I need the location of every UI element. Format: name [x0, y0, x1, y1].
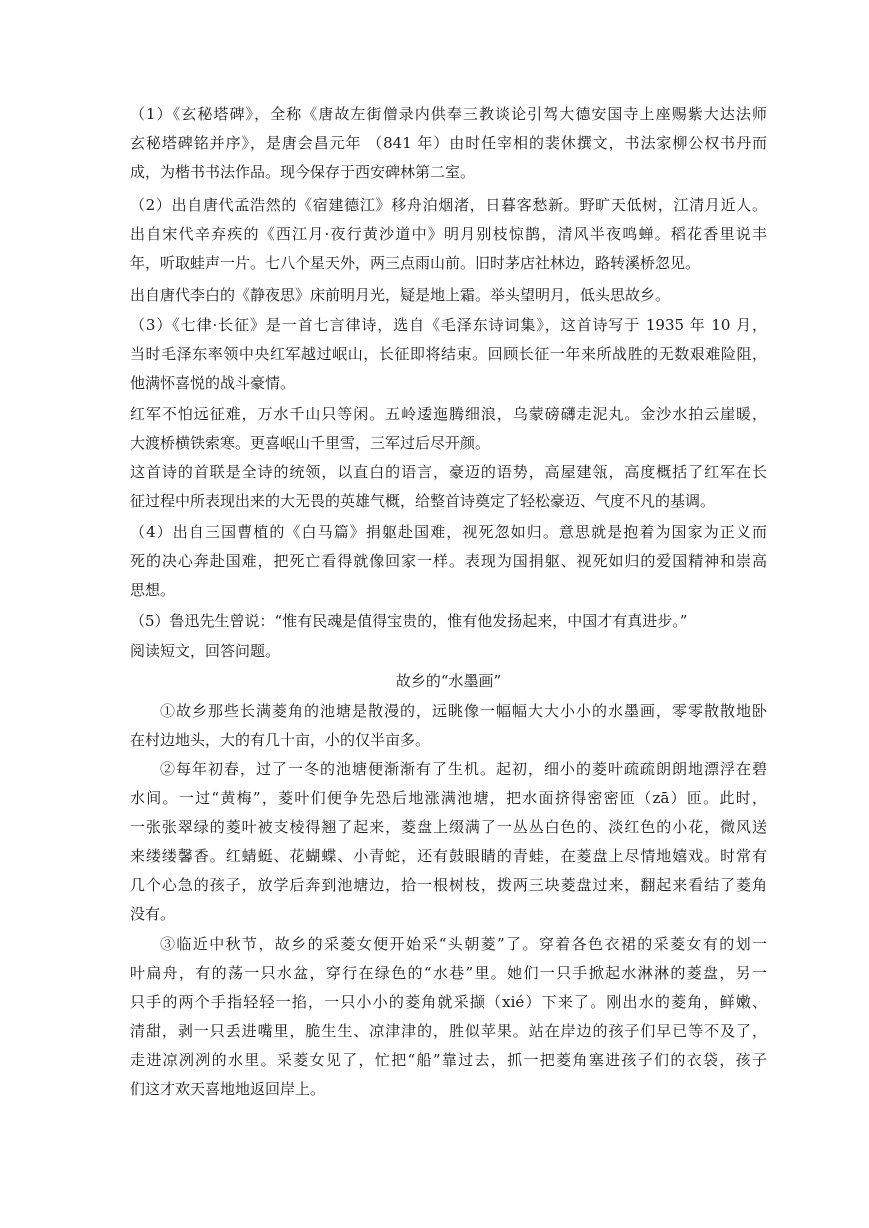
note-3-poem: [130, 400, 767, 458]
text-line: 出自宋代辛弃疾的《西江月·夜行黄沙道中》明月别枝惊鹊，清风半夜鸣蝉。稻花香里说丰: [130, 225, 767, 243]
text-line: 征过程中所表现出来的大无畏的英雄气概，给整首诗奠定了轻松豪迈、气度不凡的基调。: [130, 492, 716, 510]
text-line: （3）《七律·长征》是一首七言律诗，选自《毛泽东诗词集》，这首诗写于 1935 年 10 月，: [130, 316, 767, 334]
note-5-luxun-quote: [130, 607, 767, 636]
text-line: （5）鲁迅先生曾说：“惟有民魂是值得宝贵的，惟有他发扬起来，中国才有真进步。”: [130, 612, 688, 630]
note-2-poems: [130, 191, 767, 278]
text-line: ②每年初春，过了一冬的池塘便渐渐有了生机。起初，细小的菱叶疏疏朗朗地漂浮在碧: [160, 760, 767, 778]
text-line: （4）出自三国曹植的《白马篇》捐躯赴国难，视死忽如归。意思就是抱着为国家为正义而: [130, 523, 767, 541]
text-line: 思想。: [130, 581, 176, 599]
text-line: ③临近中秋节，故乡的采菱女便开始采“头朝菱”了。穿着各色衣裙的采菱女有的划一: [160, 935, 767, 953]
instruction-text: 阅读短文，回答问题。: [130, 642, 281, 660]
text-line: 死的决心奔赴国难，把死亡看得就像回家一样。表现为国捐躯、视死如归的爱国精神和崇高: [130, 552, 767, 570]
text-line: 一张张翠绿的菱叶被支棱得翘了起来，菱盘上缀满了一丛丛白色的、淡红色的小花，微风送: [130, 818, 767, 836]
text-line: ①故乡那些长满菱角的池塘是散漫的，远眺像一幅幅大大小小的水墨画，零零散散地卧: [160, 702, 767, 720]
text-line: 叶扁舟，有的荡一只水盆，穿行在绿色的“水巷”里。她们一只手掀起水淋淋的菱盘，另一: [130, 964, 767, 982]
reading-instruction: [130, 637, 767, 666]
text-line: 来缕缕馨香。红蜻蜓、花蝴蝶、小青蛇，还有鼓眼睛的青蛙，在菱盘上尽情地嬉戏。时常有: [130, 847, 767, 865]
text-line: 走进凉冽冽的水里。采菱女见了，忙把“船”靠过去，抓一把菱角塞进孩子们的衣袋，孩子: [130, 1051, 767, 1069]
text-line: 这首诗的首联是全诗的统领，以直白的语言，豪迈的语势，高屋建瓴，高度概括了红军在长: [130, 463, 767, 481]
article-paragraph-2: [130, 755, 767, 929]
note-3-commentary: [130, 458, 767, 516]
text-line: 们这才欢天喜地地返回岸上。: [130, 1080, 326, 1098]
text-line: 几个心急的孩子，放学后奔到池塘边，拾一根树枝，拨两三块菱盘过来，翻起来看结了菱角: [130, 876, 767, 894]
text-line: （2）出自唐代孟浩然的《宿建德江》移舟泊烟渚，日暮客愁新。野旷天低树，江清月近人。: [130, 196, 767, 214]
note-3-changzheng: [130, 311, 767, 398]
text-line: 在村边地头，大的有几十亩，小的仅半亩多。: [130, 731, 431, 749]
text-line: 年，听取蛙声一片。七八个星天外，两三点雨山前。旧时茅店社林边，路转溪桥忽见。: [130, 254, 701, 272]
text-line: 大渡桥横铁索寒。更喜岷山千里雪，三军过后尽开颜。: [130, 434, 491, 452]
article-paragraph-3: [130, 930, 767, 1104]
note-1-xuanmi-stele: [130, 100, 767, 187]
article-title: [130, 667, 767, 696]
text-line: 当时毛泽东率领中央红军越过岷山，长征即将结束。回顾长征一年来所战胜的无数艰难险阻，: [130, 345, 767, 363]
text-line: （1）《玄秘塔碑》，全称《唐故左街僧录内供奉三教谈论引驾大德安国寺上座赐紫大达法师: [130, 105, 767, 123]
article-title-text: 故乡的“水墨画”: [395, 672, 502, 690]
text-line: 他满怀喜悦的战斗豪情。: [130, 374, 296, 392]
article-paragraph-1: [130, 697, 767, 755]
text-line: 成，为楷书书法作品。现今保存于西安碑林第二室。: [130, 163, 476, 181]
note-2-jingyesi: [130, 281, 767, 310]
text-line: 水间。一过“黄梅”，菱叶们便争先恐后地涨满池塘，把水面挤得密密匝（zā）匝。此时，: [130, 789, 767, 807]
text-line: 没有。: [130, 905, 176, 923]
text-line: 玄秘塔碑铭并序》，是唐会昌元年 （841 年）由时任宰相的裴休撰文，书法家柳公权书丹而: [130, 134, 767, 152]
text-line: 红军不怕远征难，万水千山只等闲。五岭逶迤腾细浪，乌蒙磅礴走泥丸。金沙水拍云崖暖，: [130, 405, 767, 423]
note-4-baimapian: [130, 518, 767, 605]
text-line: 清甜，剥一只丢进嘴里，脆生生、凉津津的，胜似苹果。站在岸边的孩子们早已等不及了，: [130, 1022, 767, 1040]
text-line: 只手的两个手指轻轻一掐，一只小小的菱角就采撷（xié）下来了。刚出水的菱角，鲜嫩、: [130, 993, 767, 1011]
text-line: 出自唐代李白的《静夜思》床前明月光，疑是地上霜。举头望明月，低头思故乡。: [130, 286, 671, 304]
